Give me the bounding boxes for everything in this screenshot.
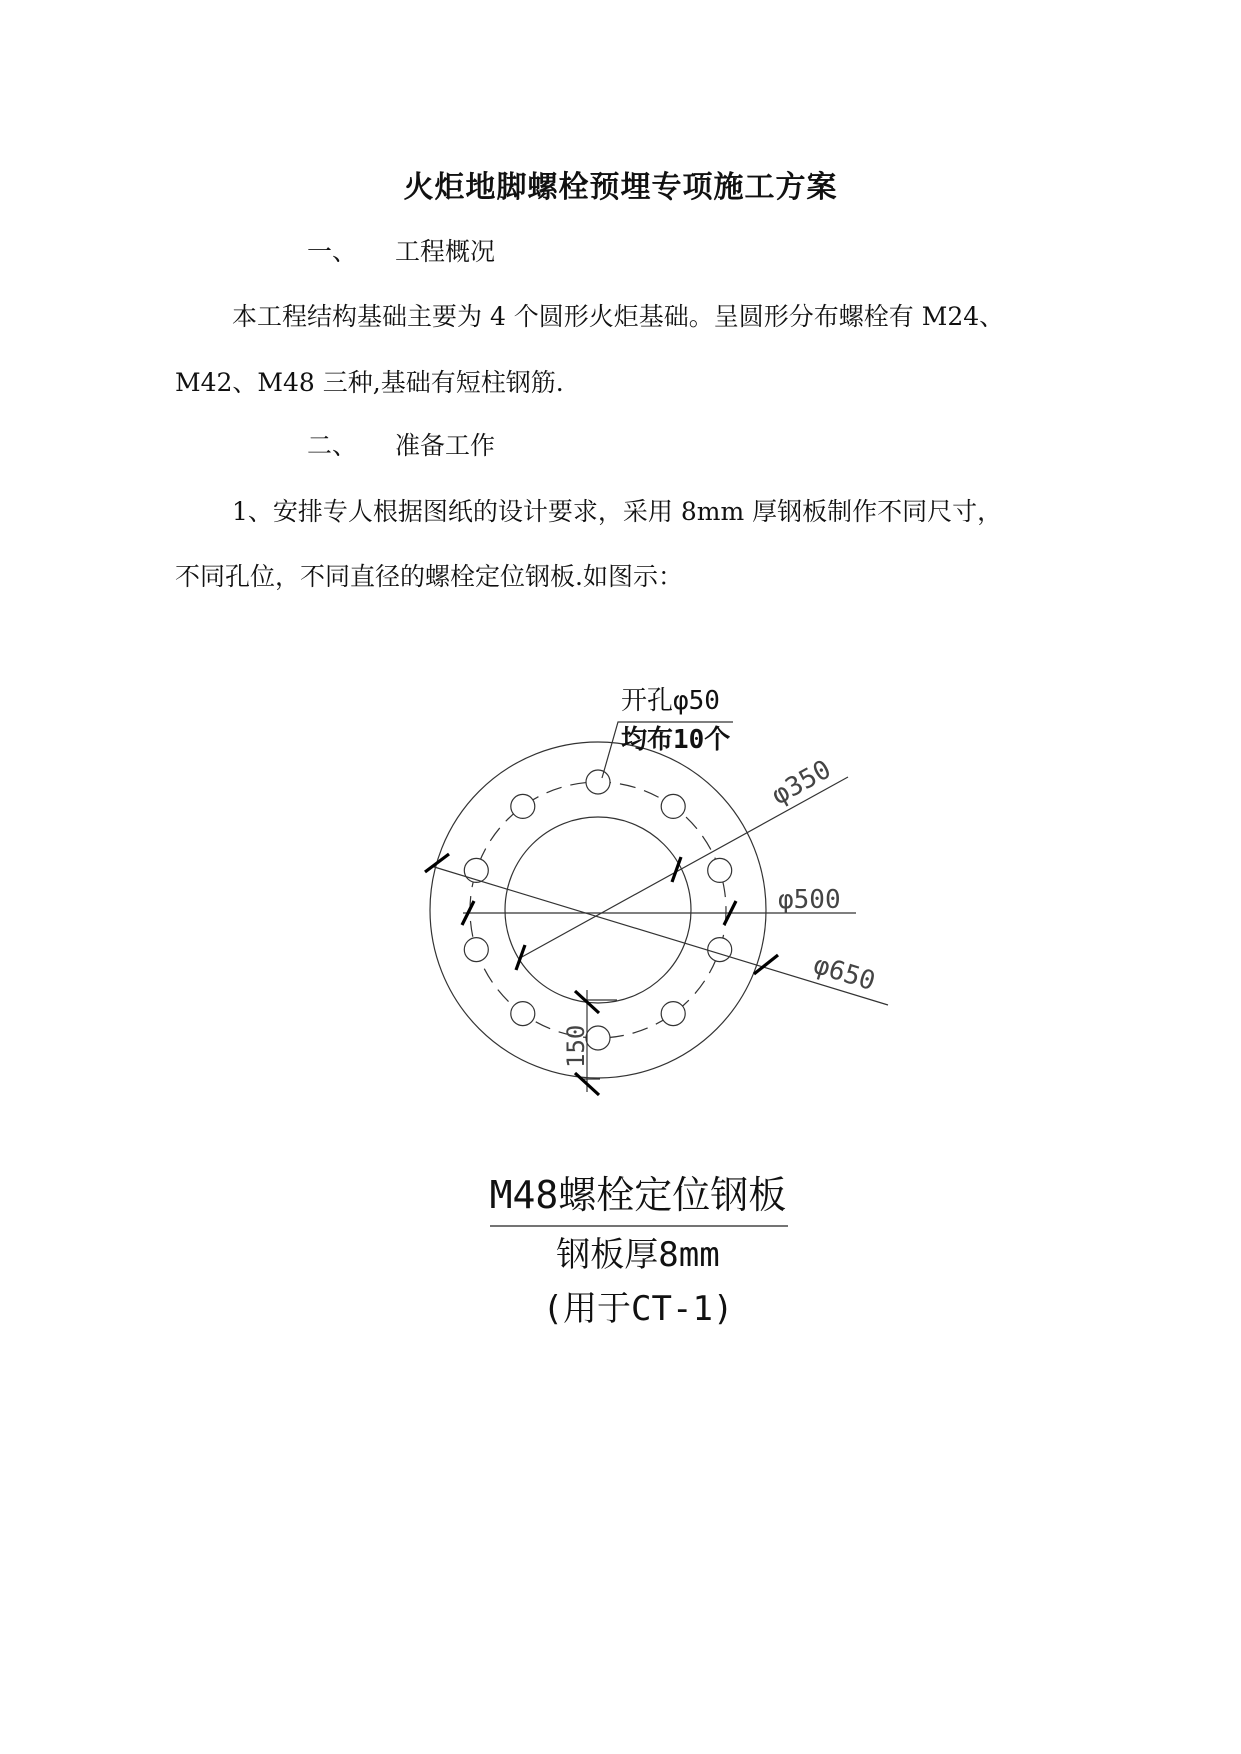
- bolt-hole: [708, 858, 732, 882]
- dim-label-150: 150: [562, 1024, 590, 1068]
- caption-usage: (用于CT-1): [542, 1289, 734, 1329]
- dim-label-500: φ500: [778, 885, 841, 915]
- caption-title: M48螺栓定位钢板: [489, 1173, 787, 1217]
- paragraph-1-line-1: 本工程结构基础主要为 4 个圆形火炬基础。呈圆形分布螺栓有 M24、: [232, 302, 1005, 331]
- tick-650-b: [754, 955, 778, 974]
- tick-650-a: [425, 854, 449, 872]
- paragraph-2-line-2: 不同孔位，不同直径的螺栓定位钢板.如图示：: [175, 562, 683, 591]
- document-title: 火炬地脚螺栓预埋专项施工方案: [403, 170, 838, 205]
- bolt-hole: [511, 1002, 535, 1026]
- hole-count-label: 均布10个: [621, 725, 731, 755]
- paragraph-1-line-2: M42、M48 三种,基础有短柱钢筋.: [175, 368, 564, 397]
- section-title-1: 工程概况: [395, 237, 496, 266]
- bolt-hole: [464, 858, 488, 882]
- section-title-2: 准备工作: [395, 431, 496, 460]
- bolt-hole: [661, 1002, 685, 1026]
- bolt-hole: [511, 794, 535, 818]
- bolt-hole: [586, 770, 610, 794]
- section-number-1: 一、: [307, 237, 358, 266]
- paragraph-2-line-1: 1、安排专人根据图纸的设计要求，采用 8mm 厚钢板制作不同尺寸，: [232, 497, 1003, 526]
- section-number-2: 二、: [307, 431, 358, 460]
- bolt-hole: [464, 938, 488, 962]
- dim-label-350: φ350: [766, 754, 837, 812]
- bolt-hole: [661, 794, 685, 818]
- inner-circle: [505, 817, 691, 1003]
- hole-size-label: 开孔φ50: [621, 686, 720, 716]
- dim-label-650: φ650: [809, 950, 879, 998]
- caption-thickness: 钢板厚8mm: [556, 1235, 720, 1275]
- bolt-hole: [708, 938, 732, 962]
